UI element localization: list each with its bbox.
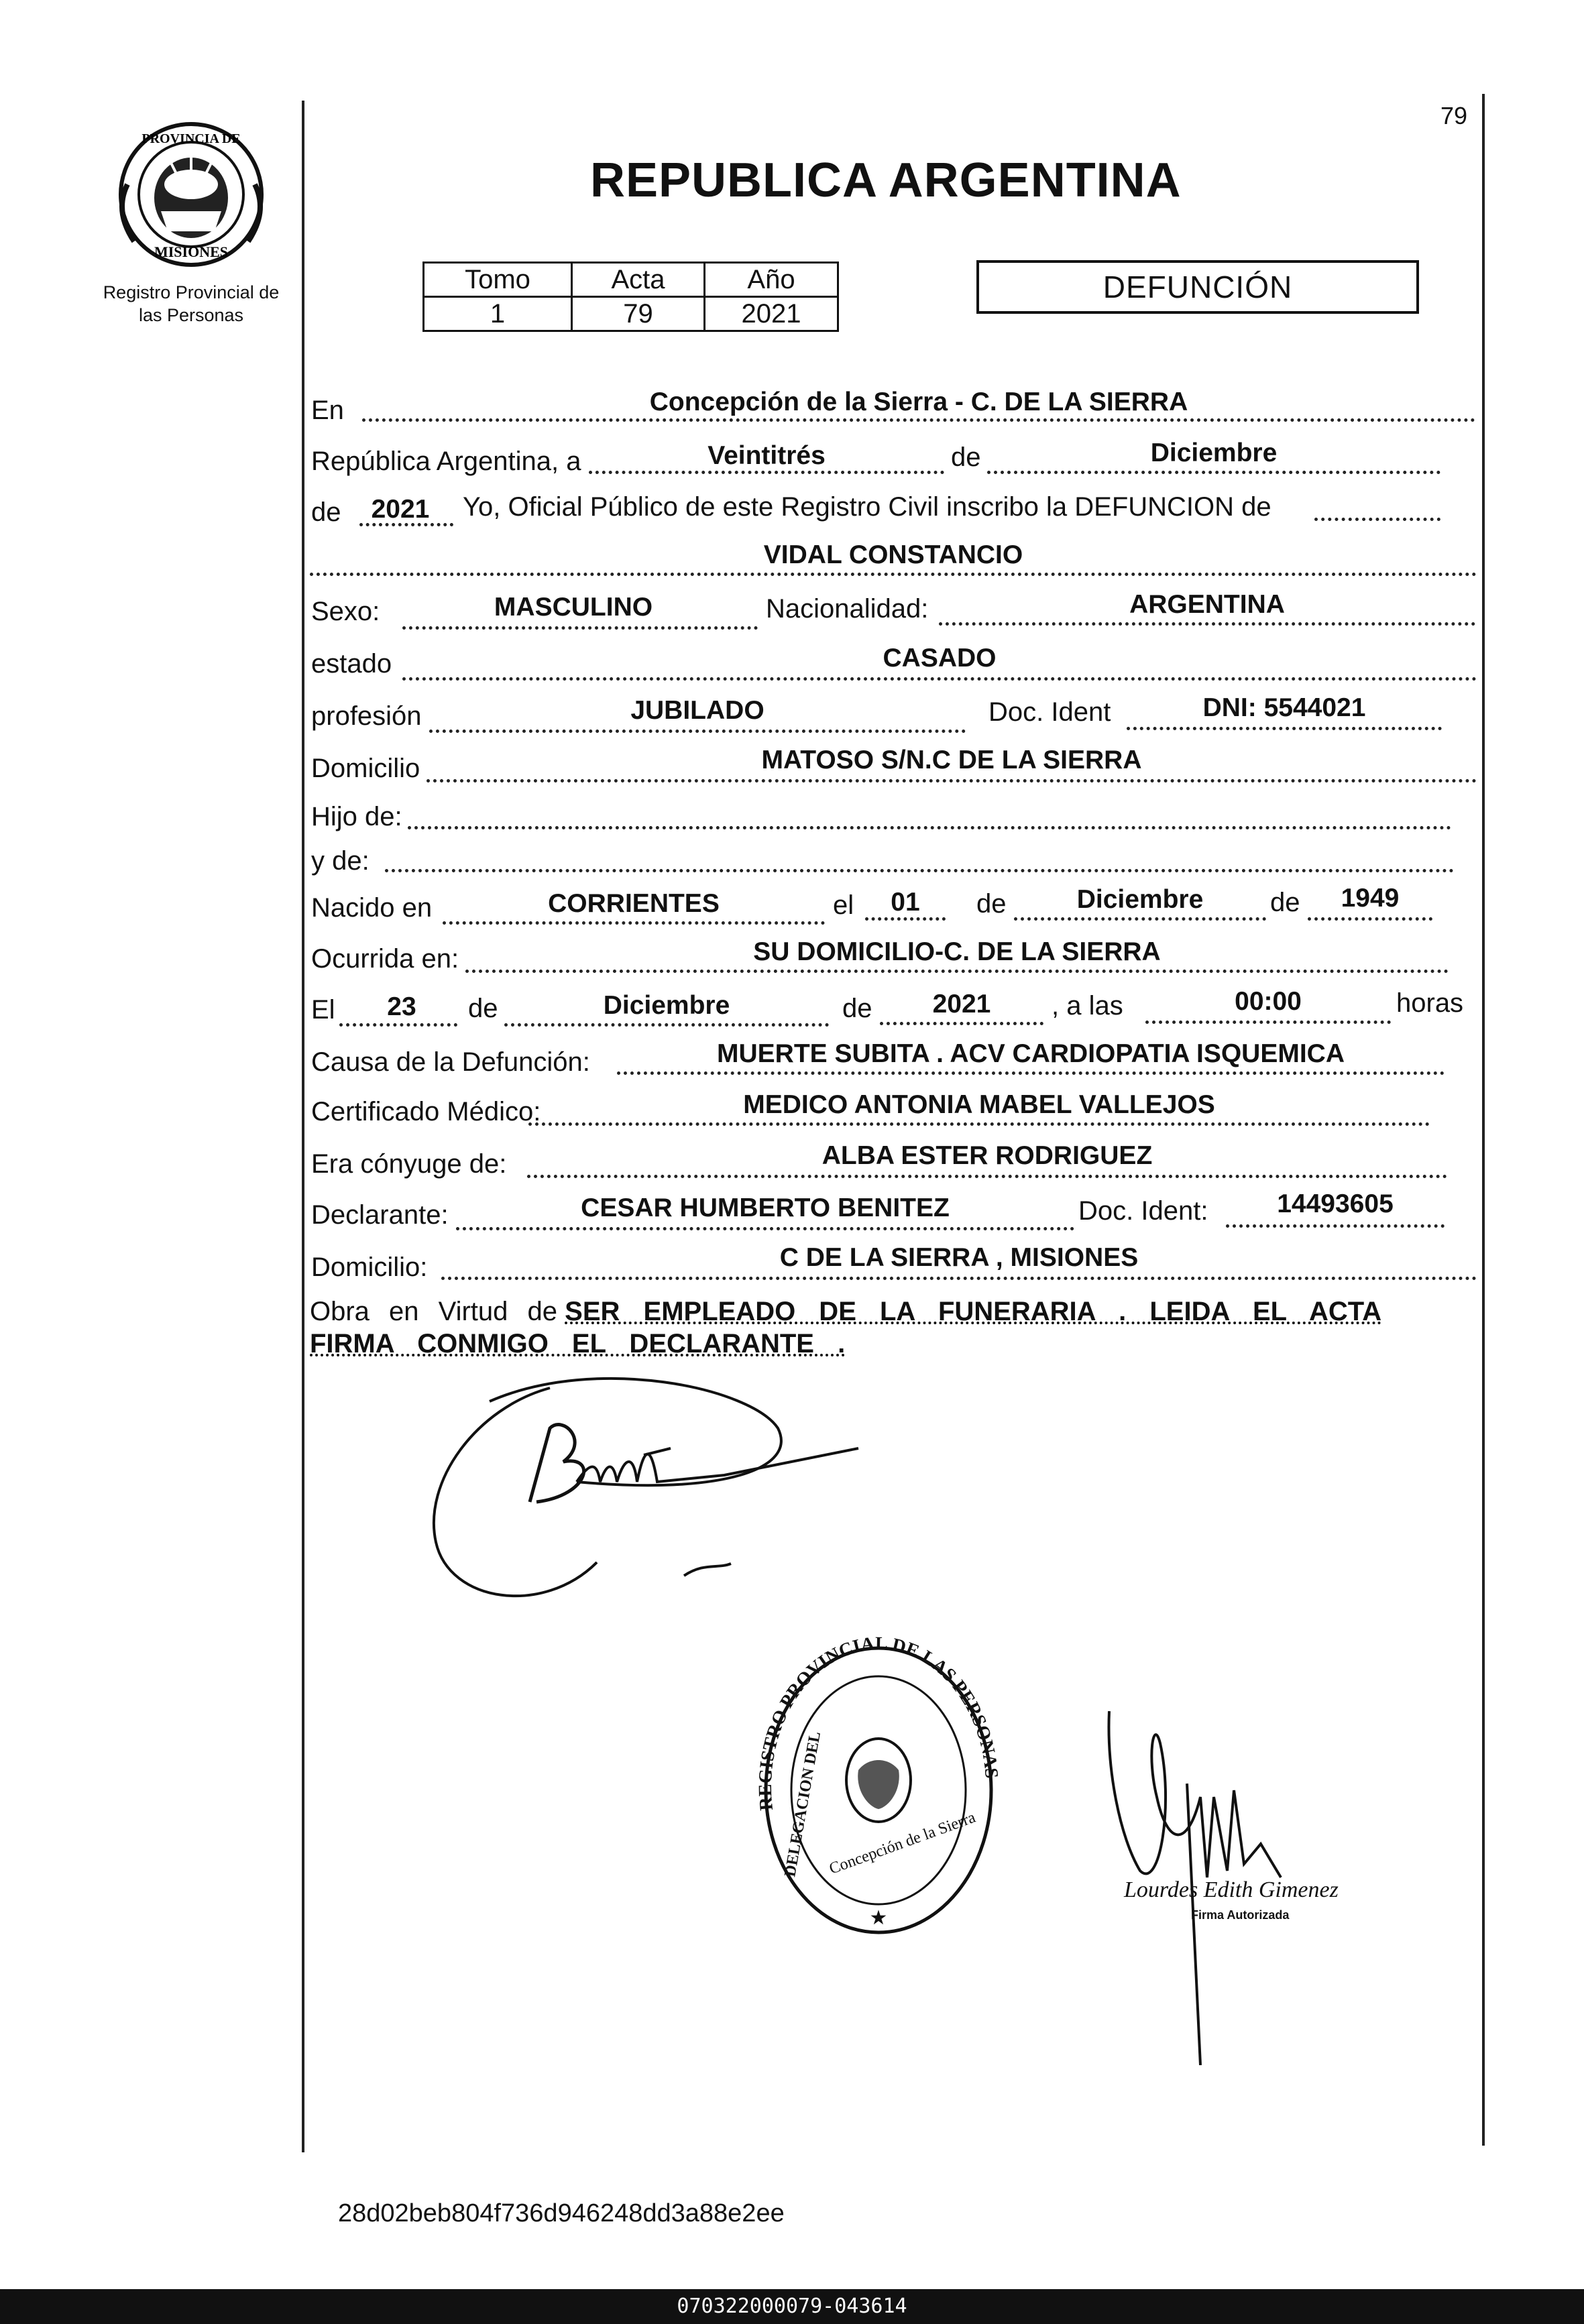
en-line [362, 418, 1475, 422]
sexo-line [402, 626, 758, 630]
death-year-value: 2021 [932, 990, 991, 1019]
death-day-line [339, 1023, 457, 1027]
record-table [422, 262, 839, 332]
death-month-line [504, 1023, 829, 1027]
declarante-label: Declarante: [311, 1200, 449, 1230]
birth-day-line [865, 917, 946, 921]
alas-label: , a las [1052, 991, 1123, 1021]
doc-label: Doc. Ident [988, 697, 1111, 727]
left-border-line [302, 101, 304, 2152]
ocurrida-value: SU DOMICILIO-C. DE LA SIERRA [753, 937, 1161, 966]
ocurrida-label: Ocurrida en: [311, 944, 459, 974]
barcode-strip: 070322000079-043614 [0, 2289, 1584, 2324]
month-line [987, 471, 1440, 474]
official-name: Lourdes Edith Gimenez [1124, 1877, 1339, 1902]
profesion-line [429, 730, 966, 733]
death-year-line [880, 1022, 1043, 1025]
declarante-line [456, 1227, 1074, 1230]
deceased-name-line [310, 573, 1477, 576]
day-words-value: Veintitrés [708, 441, 826, 470]
death-time-line [1145, 1021, 1391, 1024]
record-value-anio: 2021 [705, 297, 838, 331]
official-role: Firma Autorizada [1191, 1908, 1290, 1922]
cert-label: Certificado Médico: [311, 1097, 541, 1126]
logo-caption-line1: Registro Provincial de [103, 282, 280, 302]
logo-caption-line2: las Personas [138, 304, 244, 325]
death-time-value: 00:00 [1235, 987, 1302, 1016]
doc2-line [1226, 1224, 1445, 1228]
sexo-value: MASCULINO [494, 593, 653, 622]
official-stamp [758, 1636, 999, 1951]
profesion-label: profesión [311, 701, 422, 731]
ocurrida-line [465, 970, 1449, 973]
death-month-value: Diciembre [603, 991, 730, 1020]
record-value-acta: 79 [572, 297, 705, 331]
year-value: 2021 [371, 495, 430, 524]
month-value: Diciembre [1150, 439, 1278, 467]
stamp-ring-text: ISTRO PROVINCIAL DE LAS PERSONA [758, 1636, 999, 1770]
doc-line [1127, 727, 1442, 730]
conyuge-value: ALBA ESTER RODRIGUEZ [822, 1141, 1153, 1170]
birth-month-value: Diciembre [1076, 885, 1204, 914]
right-border-line [1482, 94, 1485, 2146]
birth-month-line [1014, 917, 1266, 921]
record-header-acta: Acta [572, 263, 705, 297]
declarant-signature [376, 1348, 885, 1643]
logo-caption [80, 282, 302, 327]
domicilio2-label: Domicilio: [311, 1253, 428, 1282]
declarante-value: CESAR HUMBERTO BENITEZ [581, 1194, 950, 1222]
stamp-left-text: DELEGACION DEL [781, 1730, 825, 1879]
de5-label: de [468, 994, 498, 1023]
nacionalidad-label: Nacionalidad: [766, 594, 929, 624]
logo-text-top: PROVINCIA DE [142, 131, 241, 146]
profesion-value: JUBILADO [630, 696, 765, 725]
de4-label: de [1270, 888, 1300, 917]
causa-line [617, 1071, 1445, 1075]
cert-value: MEDICO ANTONIA MABEL VALLEJOS [743, 1090, 1215, 1119]
doc2-label: Doc. Ident: [1078, 1196, 1208, 1226]
doc2-value: 14493605 [1277, 1189, 1394, 1218]
nacionalidad-line [939, 622, 1475, 626]
nacido-value: CORRIENTES [548, 889, 720, 918]
stamp-inner-text: Concepción de la Sierra [827, 1808, 978, 1878]
domicilio-line [427, 779, 1477, 782]
sexo-label: Sexo: [311, 597, 380, 626]
official-text: Yo, Oficial Público de este Registro Civil inscribo la DEFUNCION de [463, 492, 1271, 522]
yde-line [385, 869, 1454, 872]
record-header-tomo: Tomo [424, 263, 572, 297]
hijo-line [408, 826, 1451, 829]
domicilio2-value: C DE LA SIERRA , MISIONES [779, 1243, 1139, 1272]
death-day-value: 23 [387, 992, 416, 1021]
de6-label: de [842, 994, 872, 1023]
el-date-label: El [311, 995, 335, 1025]
conyuge-label: Era cónyuge de: [311, 1149, 507, 1179]
cert-line [528, 1122, 1430, 1126]
logo-text-bottom: MISIONES [154, 243, 229, 260]
obra-value: SER EMPLEADO DE LA FUNERARIA . LEIDA EL ACTA FIRMA CONMIGO EL DECLARANTE . [310, 1297, 1382, 1358]
province-seal-logo [114, 117, 268, 272]
domicilio-value: MATOSO S/N.C DE LA SIERRA [761, 746, 1142, 774]
de3-label: de [976, 889, 1007, 919]
birth-day-value: 01 [891, 888, 920, 917]
nacionalidad-value: ARGENTINA [1129, 590, 1285, 619]
estado-label: estado [311, 649, 392, 679]
doc-value: DNI: 5544021 [1202, 693, 1366, 722]
deceased-name-value: VIDAL CONSTANCIO [763, 540, 1023, 569]
page-number: 79 [1440, 102, 1468, 129]
document-hash: 28d02beb804f736d946248dd3a88e2ee [338, 2199, 785, 2227]
record-value-tomo: 1 [424, 297, 572, 331]
yde-label: y de: [311, 846, 370, 876]
estado-value: CASADO [883, 644, 997, 673]
domicilio-label: Domicilio [311, 754, 420, 783]
record-header-anio: Año [705, 263, 838, 297]
day-words-line [589, 471, 944, 474]
estado-line [402, 677, 1477, 681]
causa-label: Causa de la Defunción: [311, 1047, 590, 1077]
de2-label: de [311, 498, 341, 527]
en-value: Concepción de la Sierra - C. DE LA SIERRA [649, 388, 1188, 416]
horas-label: horas [1396, 988, 1464, 1018]
hijo-label: Hijo de: [311, 802, 402, 831]
page-title: REPUBLICA ARGENTINA [590, 154, 1182, 207]
de1-label: de [951, 443, 981, 472]
el-label: el [833, 890, 854, 920]
official-trailing-line [1314, 518, 1440, 521]
obra-label: Obra en Virtud de [310, 1297, 558, 1326]
rep-label: República Argentina, a [311, 447, 581, 476]
nacido-line [443, 921, 825, 925]
domicilio2-line [441, 1277, 1477, 1280]
nacido-label: Nacido en [311, 893, 433, 923]
conyuge-line [527, 1175, 1447, 1178]
record-type-box: DEFUNCIÓN [976, 260, 1419, 314]
birth-year-value: 1949 [1341, 884, 1400, 913]
en-label: En [311, 396, 344, 425]
causa-value: MUERTE SUBITA . ACV CARDIOPATIA ISQUEMICA [717, 1039, 1345, 1068]
stamp-star: ★ [869, 1907, 888, 1929]
birth-year-line [1308, 917, 1432, 921]
